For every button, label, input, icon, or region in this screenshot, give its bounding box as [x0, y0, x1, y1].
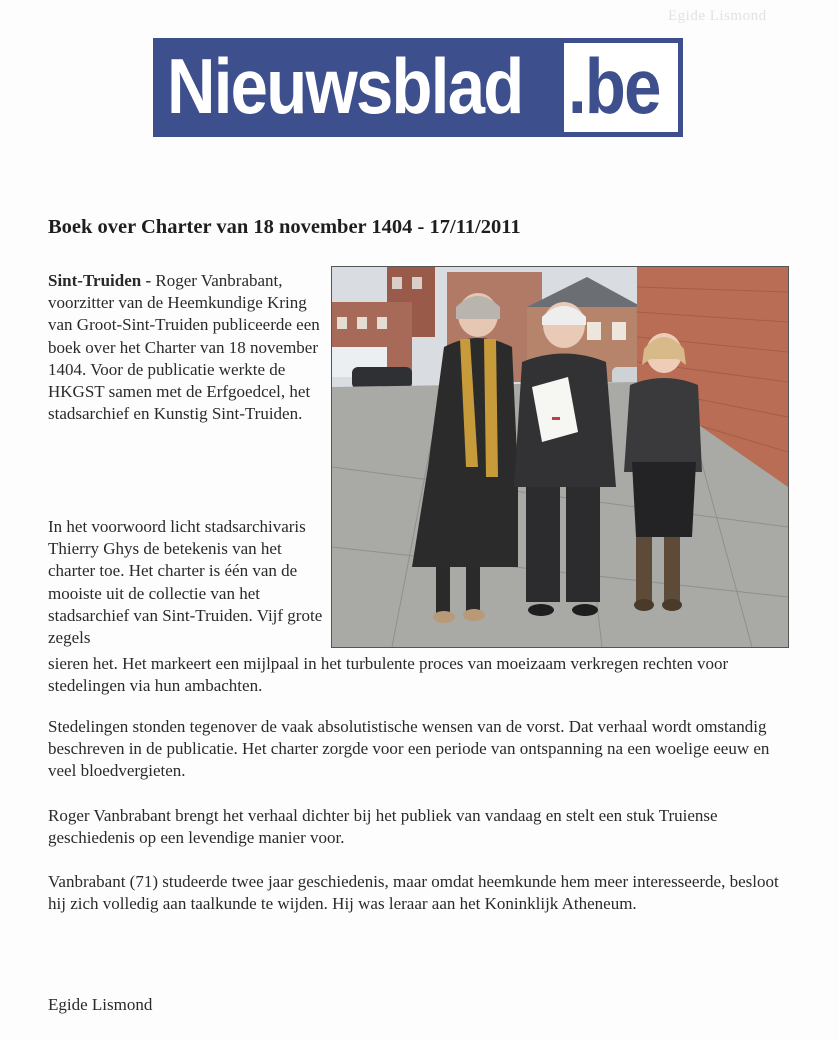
- lead-text: Roger Vanbrabant, voorzitter van de Heemkundige Kring van Groot-Sint-Truiden publiceerde een boek over het Charter van 18 november 1404. Voor de publicatie werkte de HKGST samen met de Erfgoedcel, het stadsarchief en Kunstig Sint-Truiden.: [48, 271, 320, 424]
- article-photo: [331, 266, 789, 648]
- logo-name: Nieuwsblad: [167, 42, 523, 130]
- paragraph-2-part-2: sieren het. Het markeert een mijlpaal in het turbulente proces van moeizaam verkregen rechten voor stedelingen via hun ambachten.: [48, 654, 729, 696]
- lead-paragraph: [48, 270, 330, 425]
- nieuwsblad-logo: [153, 38, 683, 137]
- paragraph-2-part-1: In het voorwoord licht stadsarchivaris Thierry Ghys de betekenis van het charter toe. Het charter is één van de mooiste uit de collectie van het stadsarchief van Sint-Truiden. Vijf grote zegels: [48, 517, 323, 648]
- paragraph-4: Roger Vanbrabant brengt het verhaal dichter bij het publiek van vandaag en stelt een stuk Truiense geschiedenis op een levendige manier voor.: [48, 806, 718, 848]
- paragraph-5: Vanbrabant (71) studeerde twee jaar geschiedenis, maar omdat heemkunde hem meer interesseerde, besloot hij zich volledig aan taalkunde te wijden. Hij was leraar aan het Koninklijk Atheneum.: [48, 872, 779, 914]
- article-title: Boek over Charter van 18 november 1404 - 17/11/2011: [48, 216, 521, 238]
- paragraph-3: Stedelingen stonden tegenover de vaak absolutistische wensen van de vorst. Dat verhaal wordt omstandig beschreven in de publicatie. Het charter zorgde voor een periode van ontspanning na een woelige eeuw en veel bloedvergieten.: [48, 717, 770, 781]
- logo-tld: .be: [568, 42, 660, 130]
- dateline-place: Sint-Truiden -: [48, 271, 152, 290]
- ghost-author-text: Egide Lismond: [668, 8, 767, 24]
- author-signature: Egide Lismond: [48, 995, 153, 1014]
- logo-tld-box: [564, 43, 678, 132]
